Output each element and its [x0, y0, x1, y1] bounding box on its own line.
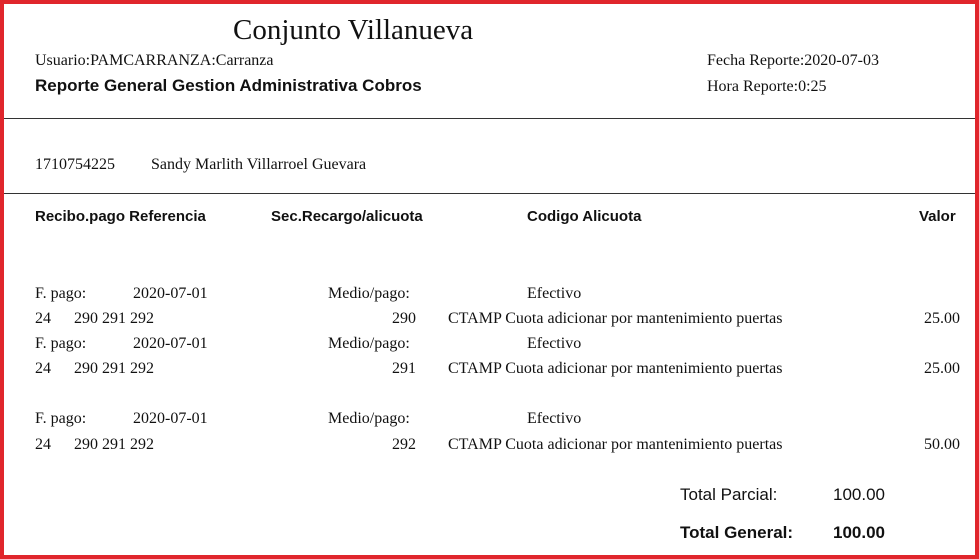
- codigo-alicuota-value: CTAMP Cuota adicionar por mantenimiento puertas: [448, 360, 783, 377]
- medio-pago-label: Medio/pago:: [328, 335, 410, 352]
- referencia-list: 290 291 292: [74, 436, 154, 453]
- f-pago-label: F. pago:: [35, 335, 87, 352]
- column-sec-recargo: Sec.Recargo/alicuota: [271, 208, 423, 225]
- total-general-label: Total General:: [680, 523, 794, 542]
- codigo-alicuota-value: CTAMP Cuota adicionar por mantenimiento puertas: [448, 310, 783, 327]
- medio-pago-value: Efectivo: [527, 410, 582, 427]
- fecha-reporte: Fecha Reporte:2020-07-03: [707, 52, 879, 69]
- hora-reporte: Hora Reporte:0:25: [707, 78, 827, 95]
- total-general-value: 100.00: [833, 523, 885, 542]
- medio-pago-label: Medio/pago:: [328, 410, 410, 427]
- f-pago-date: 2020-07-01: [133, 410, 208, 427]
- client-id: 1710754225: [35, 156, 115, 173]
- sec-recargo-value: 292: [392, 436, 416, 453]
- total-parcial-label: Total Parcial:: [680, 485, 778, 504]
- sec-recargo-value: 291: [392, 360, 416, 377]
- f-pago-date: 2020-07-01: [133, 335, 208, 352]
- client-divider: [0, 193, 979, 194]
- column-recibo-referencia: Recibo.pago Referencia: [35, 208, 206, 225]
- referencia-list: 290 291 292: [74, 310, 154, 327]
- recibo-number: 24: [35, 310, 51, 327]
- report-subtitle: Reporte General Gestion Administrativa Cobros: [35, 76, 422, 95]
- sec-recargo-value: 290: [392, 310, 416, 327]
- column-codigo-alicuota: Codigo Alicuota: [527, 208, 642, 225]
- report-title: Conjunto Villanueva: [233, 14, 474, 46]
- codigo-alicuota-value: CTAMP Cuota adicionar por mantenimiento puertas: [448, 436, 783, 453]
- f-pago-date: 2020-07-01: [133, 285, 208, 302]
- f-pago-label: F. pago:: [35, 285, 87, 302]
- f-pago-label: F. pago:: [35, 410, 87, 427]
- column-valor: Valor: [919, 208, 956, 225]
- valor-value: 25.00: [924, 310, 960, 327]
- referencia-list: 290 291 292: [74, 360, 154, 377]
- header-divider: [0, 118, 979, 119]
- valor-value: 50.00: [924, 436, 960, 453]
- medio-pago-value: Efectivo: [527, 285, 582, 302]
- recibo-number: 24: [35, 436, 51, 453]
- medio-pago-label: Medio/pago:: [328, 285, 410, 302]
- total-parcial-value: 100.00: [833, 485, 885, 504]
- medio-pago-value: Efectivo: [527, 335, 582, 352]
- usuario-label: Usuario:PAMCARRANZA:Carranza: [35, 52, 274, 69]
- valor-value: 25.00: [924, 360, 960, 377]
- client-name: Sandy Marlith Villarroel Guevara: [151, 156, 367, 173]
- recibo-number: 24: [35, 360, 51, 377]
